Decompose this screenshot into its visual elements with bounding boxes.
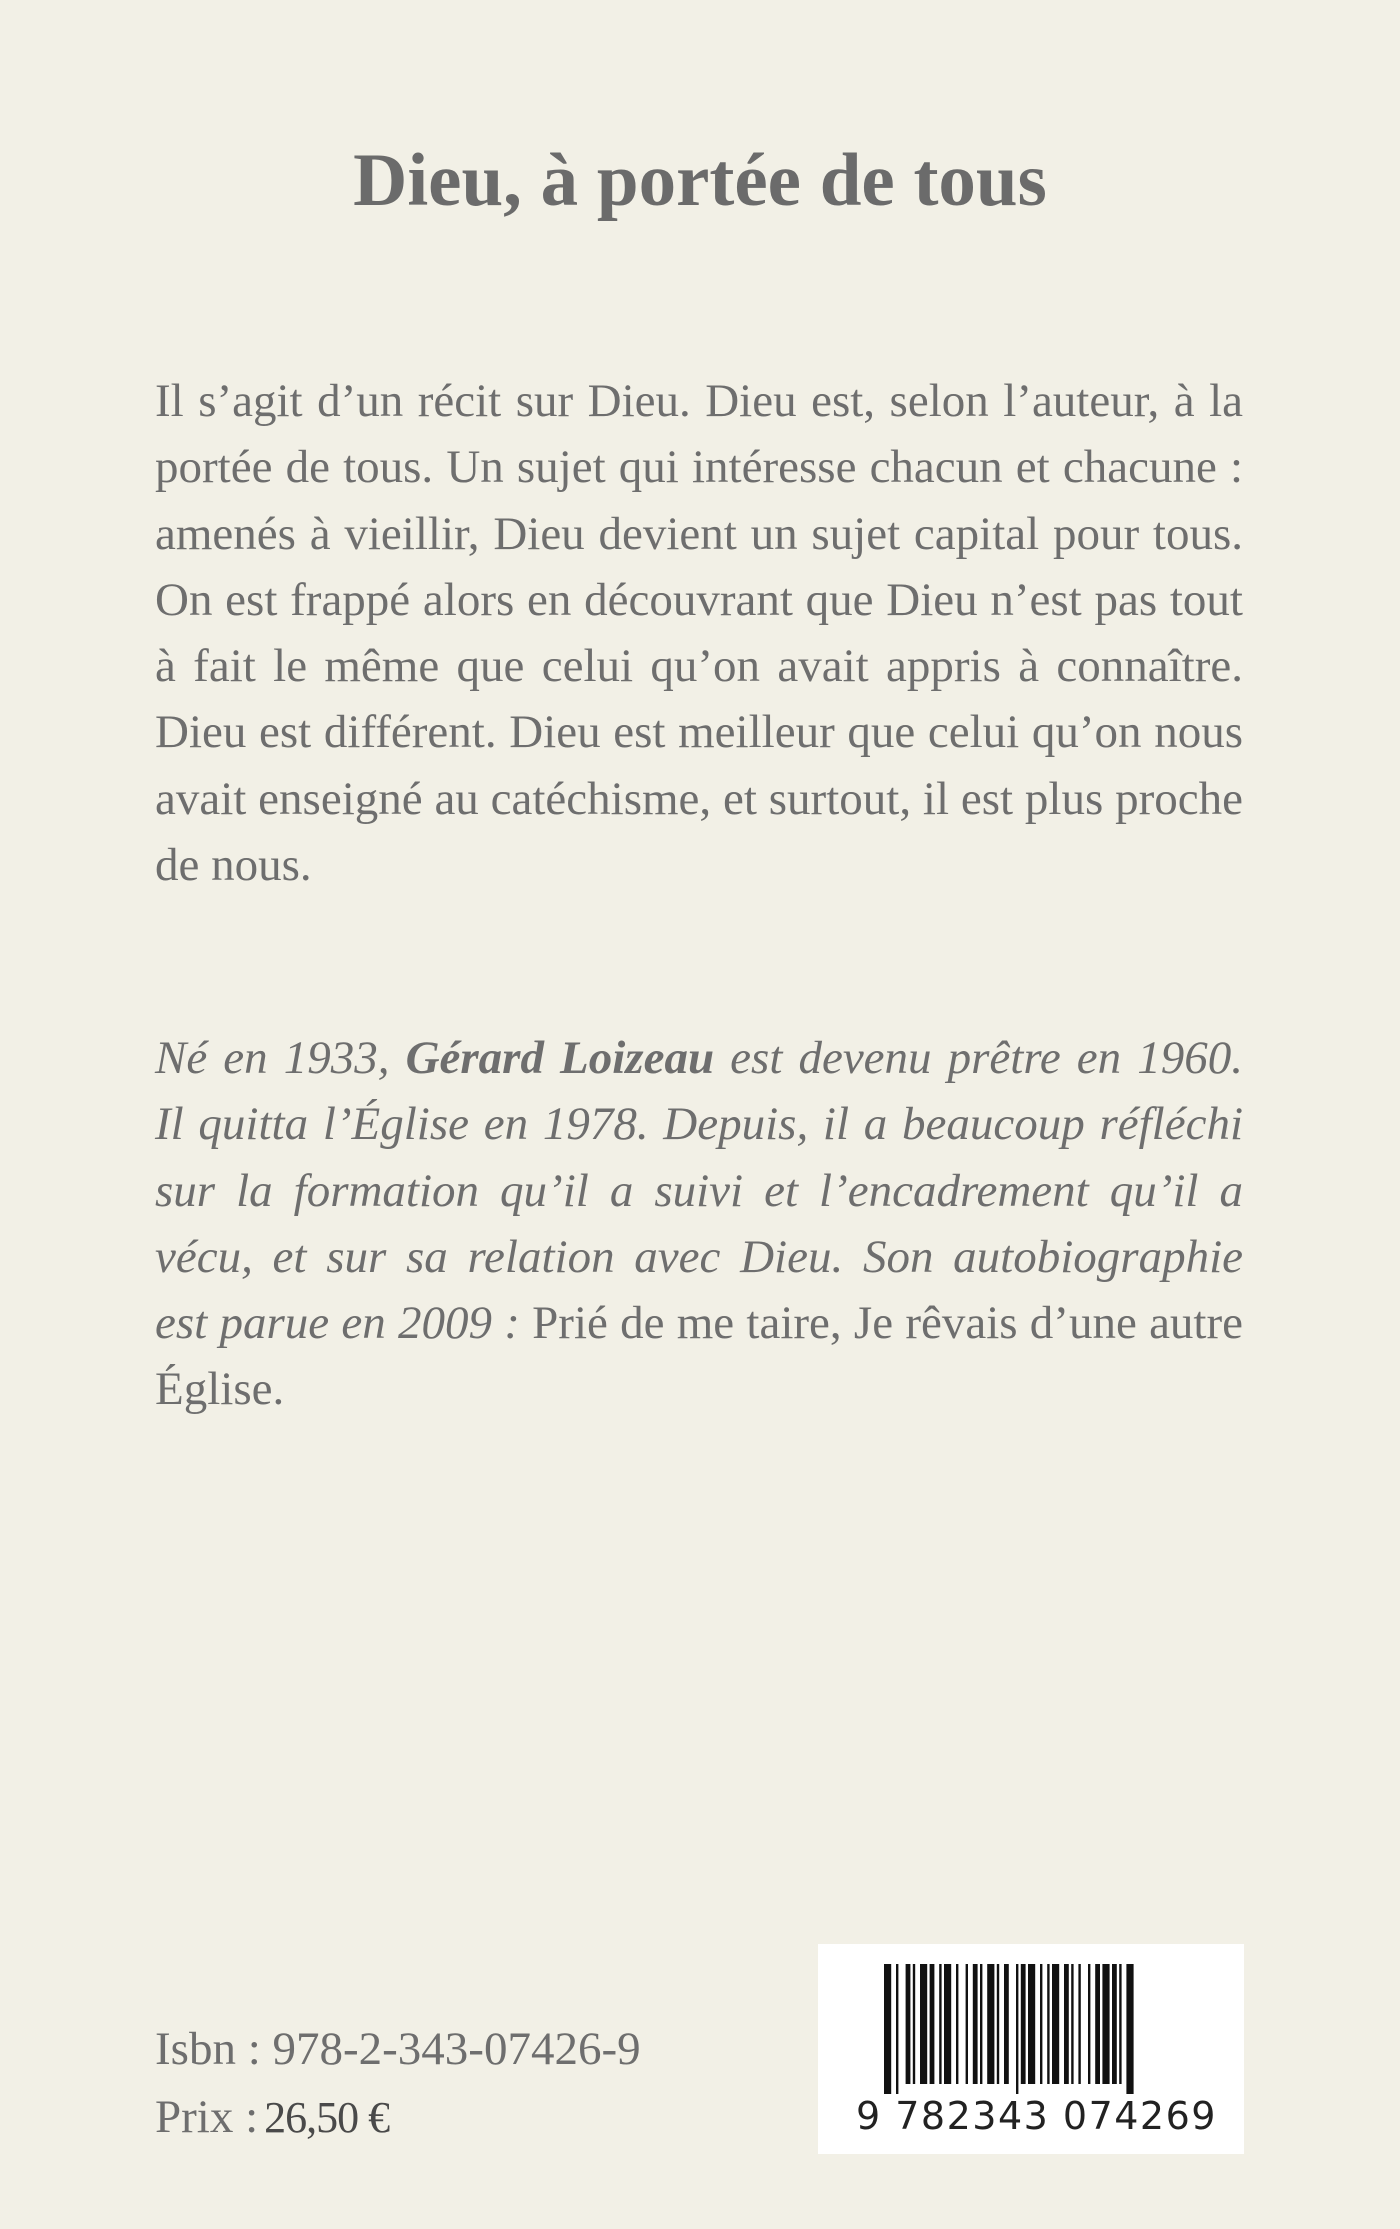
- barcode-bar: [973, 1964, 978, 2084]
- barcode-bar: [884, 1964, 891, 2094]
- price: [155, 2090, 389, 2144]
- barcode-bar: [1040, 1964, 1042, 2084]
- barcode-bar: [1021, 1964, 1026, 2084]
- book-title: Dieu, à portée de tous: [353, 139, 1047, 222]
- barcode-bar: [913, 1964, 915, 2084]
- barcode-bar: [1028, 1964, 1035, 2084]
- price-label: Prix :: [155, 2091, 259, 2143]
- barcode-bar: [1088, 1964, 1090, 2084]
- barcode-bar: [1102, 1964, 1109, 2084]
- barcode-bar: [906, 1964, 911, 2084]
- barcode-bar: [939, 1964, 941, 2084]
- barcode-bar: [956, 1964, 958, 2084]
- bio-body: est devenu prêtre en 1960. Il quitta l’Église en 1978. Depuis, il a beaucoup réfléchi sur la formation qu’il a suivi et l’encadrement qu’il a vécu, et sur sa relation avec Dieu. Son autobiographie est parue en 2009 :: [155, 1032, 1243, 1350]
- barcode-bar: [1119, 1964, 1121, 2084]
- barcode-bar: [920, 1964, 927, 2084]
- barcode-bars: [884, 1964, 1184, 2114]
- barcode-bar: [1047, 1964, 1049, 2084]
- barcode-bar: [944, 1964, 951, 2084]
- barcode-bar: [1126, 1964, 1133, 2094]
- barcode-bar: [1071, 1964, 1073, 2084]
- barcode-bar: [966, 1964, 968, 2084]
- barcode-bar: [1064, 1964, 1069, 2084]
- bio-works: Prié de me taire, Je rêvais d’une autre Église.: [155, 1297, 1243, 1416]
- author-name: Gérard Loizeau: [405, 1032, 715, 1084]
- barcode-bar: [980, 1964, 982, 2084]
- barcode-bar: [987, 1964, 994, 2084]
- barcode-digits: 9 782343 074269: [856, 2094, 1217, 2138]
- barcode-bar: [997, 1964, 999, 2084]
- barcode-bar: [896, 1964, 898, 2094]
- author-bio: [155, 1025, 1243, 1423]
- barcode-bar: [1016, 1964, 1018, 2094]
- barcode-bar: [1112, 1964, 1117, 2084]
- book-summary: Il s’agit d’un récit sur Dieu. Dieu est, selon l’auteur, à la portée de tous. Un sujet qui intéresse chacun et chacune : amenés à vieillir, Dieu devient un sujet capital pour tous. On est frappé alors en découvrant que Dieu n’est pas tout à fait le même que celui qu’on avait appris à connaître. Dieu est différent. Dieu est meilleur que celui qu’on nous avait enseigné au catéchisme, et surtout, il est plus proche de nous.: [155, 375, 1243, 892]
- price-value: 26,50 €: [264, 2093, 390, 2142]
- barcode: [818, 1944, 1244, 2154]
- barcode-bar: [1078, 1964, 1080, 2084]
- barcode-bar: [1004, 1964, 1009, 2084]
- isbn: Isbn : 978-2-343-07426-9: [155, 2023, 641, 2075]
- barcode-bar: [1095, 1964, 1100, 2084]
- barcode-bar: [1052, 1964, 1059, 2084]
- barcode-bar: [930, 1964, 935, 2084]
- bio-intro: Né en 1933,: [155, 1032, 406, 1084]
